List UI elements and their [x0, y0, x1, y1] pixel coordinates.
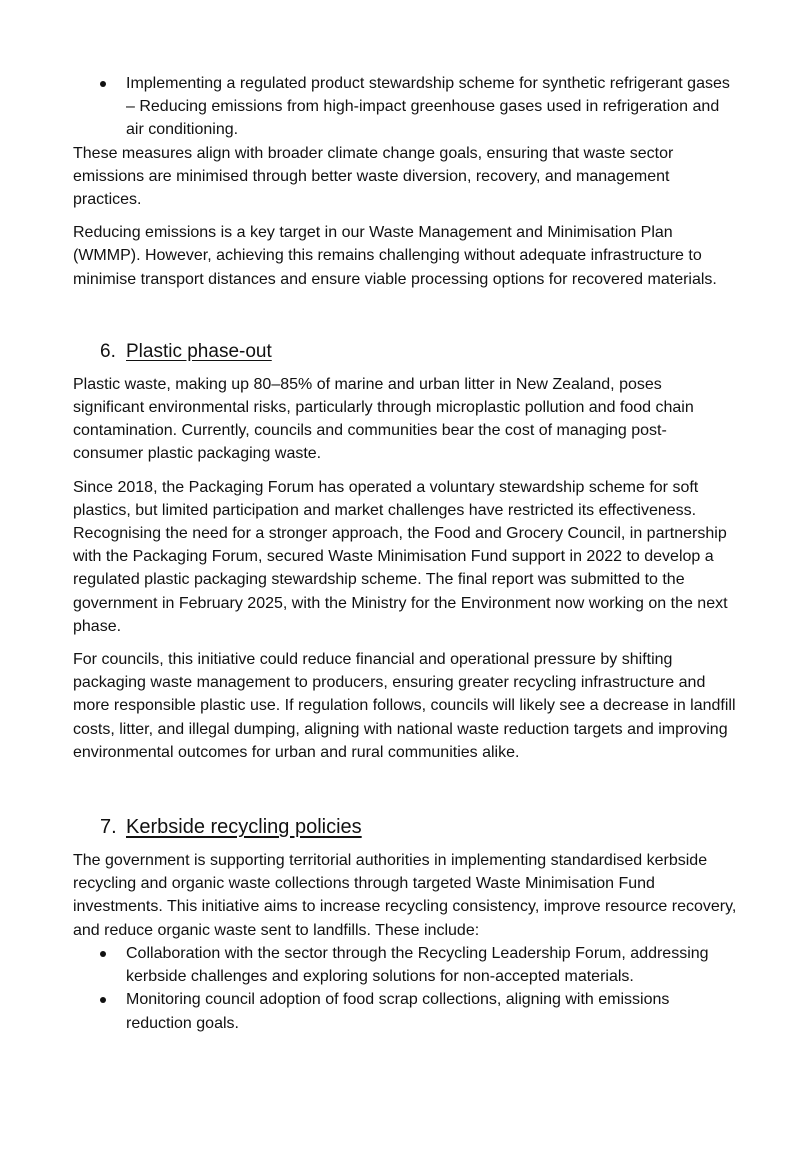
section-heading-plastic-phase-out: [73, 341, 737, 363]
paragraph: Plastic waste, making up 80–85% of marine and urban litter in New Zealand, poses significant environmental risks, particularly through microplastic pollution and food chain contamination. Currently, councils and communities bear the cost of managing post-consumer plastic packaging waste.: [73, 375, 694, 463]
paragraph: Reducing emissions is a key target in our Waste Management and Minimisation Plan (WMMP). However, achieving this remains challenging without adequate infrastructure to minimise transport distances and ensure viable processing options for recovered materials.: [73, 224, 717, 288]
list-item-text: Monitoring council adoption of food scrap collections, aligning with emissions reduction goals.: [126, 991, 670, 1032]
list-item-text: Implementing a regulated product stewardship scheme for synthetic refrigerant gases – Reducing emissions from high-impact greenhouse gases used in refrigeration and air conditioning.: [126, 75, 730, 139]
list-item: [73, 988, 737, 1034]
section-number: 6.: [100, 340, 116, 362]
paragraph: Since 2018, the Packaging Forum has operated a voluntary stewardship scheme for soft plastics, but limited participation and market challenges have restricted its effectiveness. Recognising the need for a stronger approach, the Food and Grocery Council, in partnership with the Packaging Forum, secured Waste Minimisation Fund support in 2022 to develop a regulated plastic packaging stewardship scheme. The final report was submitted to the government in February 2025, with the Ministry for the Environment now working on the next phase.: [73, 478, 728, 635]
section-title: Kerbside recycling policies: [126, 816, 362, 839]
intro-bullet-list: [73, 72, 737, 142]
bullet-icon: [100, 997, 106, 1003]
list-item: [73, 72, 737, 142]
bullet-icon: [100, 951, 106, 957]
section-number: 7.: [100, 816, 117, 839]
paragraph: The government is supporting territorial authorities in implementing standardised kerbside recycling and organic waste collections through targeted Waste Minimisation Fund investments. This initiative aims to increase recycling consistency, improve resource recovery, and reduce organic waste sent to landfills. These include:: [73, 852, 737, 939]
paragraph: For councils, this initiative could reduce financial and operational pressure by shifting packaging waste management to producers, ensuring greater recycling infrastructure and more responsible plastic use. If regulation follows, councils will likely see a decrease in landfill costs, litter, and illegal dumping, aligning with national waste reduction targets and improving environmental outcomes for urban and rural communities alike.: [73, 651, 736, 761]
list-item: [73, 942, 737, 988]
list-item-text: Collaboration with the sector through the Recycling Leadership Forum, addressing kerbside challenges and exploring solutions for non-accepted materials.: [126, 944, 709, 986]
section-heading-kerbside-recycling: [73, 816, 737, 839]
paragraph: These measures align with broader climate change goals, ensuring that waste sector emissions are minimised through better waste diversion, recovery, and management practices.: [73, 144, 674, 209]
kerbside-bullet-list: [73, 942, 737, 1035]
bullet-icon: [100, 81, 106, 87]
section-title: Plastic phase-out: [126, 340, 272, 362]
